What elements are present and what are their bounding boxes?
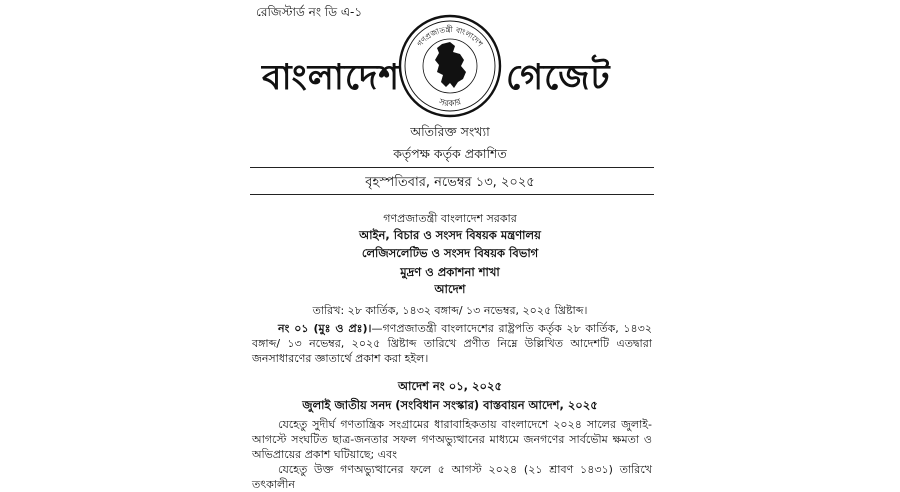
published-by-label: কর্তৃপক্ষ কর্তৃক প্রকাশিত [393,146,507,161]
publication-date: বৃহস্পতিবার, নভেম্বর ১৩, ২০২৫ [365,175,535,190]
order-intro-number: নং ০১ (মুঃ ও প্রঃ)। [278,322,372,335]
order-heading: আদেশ [434,282,466,296]
header-divider-top [250,167,654,168]
ordinance-title: জুলাই জাতীয় সনদ (সংবিধান সংস্কার) বাস্তবায়ন আদেশ, ২০২৫ [302,398,598,412]
seal-bottom-text: সরকার [437,97,463,110]
order-intro-paragraph [252,321,652,366]
masthead-title-left: বাংলাদেশ [262,58,401,98]
government-name: গণপ্রজাতন্ত্রী বাংলাদেশ সরকার [383,212,517,225]
preamble-paragraph-2 [252,462,652,492]
ministry-name: আইন, বিচার ও সংসদ বিষয়ক মন্ত্রণালয় [359,228,541,242]
order-number: আদেশ নং ০১, ২০২৫ [398,379,502,393]
header-divider-bottom [250,194,654,195]
branch-name: মুদ্রণ ও প্রকাশনা শাখা [400,265,500,279]
division-name: লেজিসলেটিভ ও সংসদ বিষয়ক বিভাগ [361,246,539,260]
order-intro-text: —গণপ্রজাতন্ত্রী বাংলাদেশের রাষ্ট্রপতি কর্তৃক ২৮ কার্তিক, ১৪৩২ বঙ্গাব্দ/ ১৩ নভেম্বর, ২০২৫ খ্রিষ্টাব্দ তারিখে প্রণীত নিম্নে উল্লিখিত আদেশটি এতদ্বারা জনসাধারণের জ্ঞাতার্থে প্রকাশ করা হইল। [252,322,652,365]
preamble-paragraph-1 [252,417,652,462]
preamble-text-2: যেহেতু উক্ত গণঅভ্যুত্থানের ফলে ৫ আগস্ট ২০২৪ (২১ শ্রাবণ ১৪৩১) তারিখে তৎকালীন [252,463,652,491]
masthead-title-right: গেজেট [506,58,611,98]
order-date: তারিখ: ২৮ কার্তিক, ১৪৩২ বঙ্গাব্দ/ ১৩ নভেম্বর, ২০২৫ খ্রিষ্টাব্দ। [312,304,588,317]
government-seal-icon [392,12,508,120]
registration-number: রেজিস্টার্ড নং ডি এ-১ [256,5,363,19]
extra-issue-label: অতিরিক্ত সংখ্যা [410,124,490,139]
seal-top-text: গণপ্রজাতন্ত্রী বাংলাদেশ [415,24,485,49]
preamble-text-1: যেহেতু সুদীর্ঘ গণতান্ত্রিক সংগ্রামের ধারাবাহিকতায় বাংলাদেশে ২০২৪ সালের জুলাই-আগস্টে সংঘটিত ছাত্র-জনতার সফল গণঅভ্যুত্থানের মাধ্যমে জনগণের সার্বভৌম ক্ষমতা ও অভিপ্রায়ের প্রকাশ ঘটিয়াছে; এবং [252,418,652,461]
